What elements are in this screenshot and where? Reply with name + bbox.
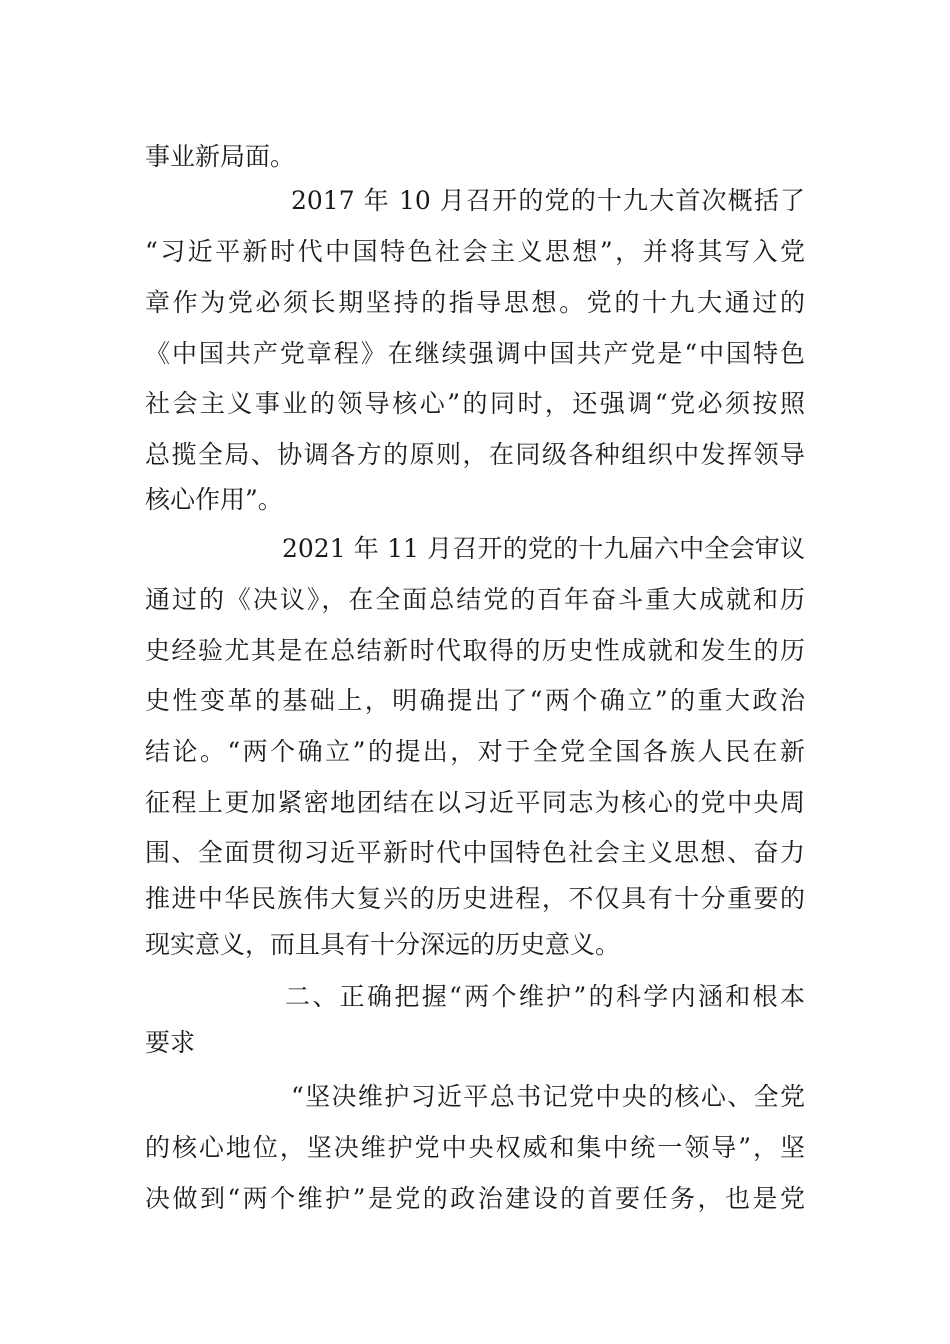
paragraph-line: 事业新局面。 xyxy=(145,142,296,171)
paragraph-line: 《中国共产党章程》在继续强调中国共产党是“中国特色 xyxy=(145,339,805,368)
paragraph-line: 总揽全局、协调各方的原则，在同级各种组织中发挥领导 xyxy=(145,440,805,469)
section-heading: 要求 xyxy=(145,1028,196,1057)
paragraph-first-line: 2021 年 11 月召开的党的十九届六中全会审议 xyxy=(282,534,805,563)
paragraph-line: 史性变革的基础上，明确提出了“两个确立”的重大政治 xyxy=(145,686,805,715)
paragraph-line: 章作为党必须长期坚持的指导思想。党的十九大通过的 xyxy=(145,288,805,317)
section-heading: 二、正确把握“两个维护”的科学内涵和根本 xyxy=(285,982,805,1011)
paragraph-line: 决做到“两个维护”是党的政治建设的首要任务，也是党 xyxy=(145,1184,805,1213)
paragraph-line: 结论。“两个确立”的提出，对于全党全国各族人民在新 xyxy=(145,737,805,766)
paragraph-first-line: “坚决维护习近平总书记党中央的核心、全党 xyxy=(291,1082,805,1111)
paragraph-line: 现实意义，而且具有十分深远的历史意义。 xyxy=(145,930,621,959)
paragraph-line: 通过的《决议》，在全面总结党的百年奋斗重大成就和历 xyxy=(145,585,805,614)
paragraph-line: 社会主义事业的领导核心”的同时，还强调“党必须按照 xyxy=(145,389,805,418)
paragraph-first-line: 2017 年 10 月召开的党的十九大首次概括了 xyxy=(291,186,805,215)
paragraph-line: 征程上更加紧密地团结在以习近平同志为核心的党中央周 xyxy=(145,788,805,817)
paragraph-line: “习近平新时代中国特色社会主义思想”，并将其写入党 xyxy=(145,237,805,266)
paragraph-line: 核心作用”。 xyxy=(145,485,283,514)
paragraph-line: 推进中华民族伟大复兴的历史进程，不仅具有十分重要的 xyxy=(145,884,805,913)
paragraph-line: 的核心地位，坚决维护党中央权威和集中统一领导”，坚 xyxy=(145,1133,805,1162)
paragraph-line: 史经验尤其是在总结新时代取得的历史性成就和发生的历 xyxy=(145,636,805,665)
paragraph-line: 围、全面贯彻习近平新时代中国特色社会主义思想、奋力 xyxy=(145,838,805,867)
